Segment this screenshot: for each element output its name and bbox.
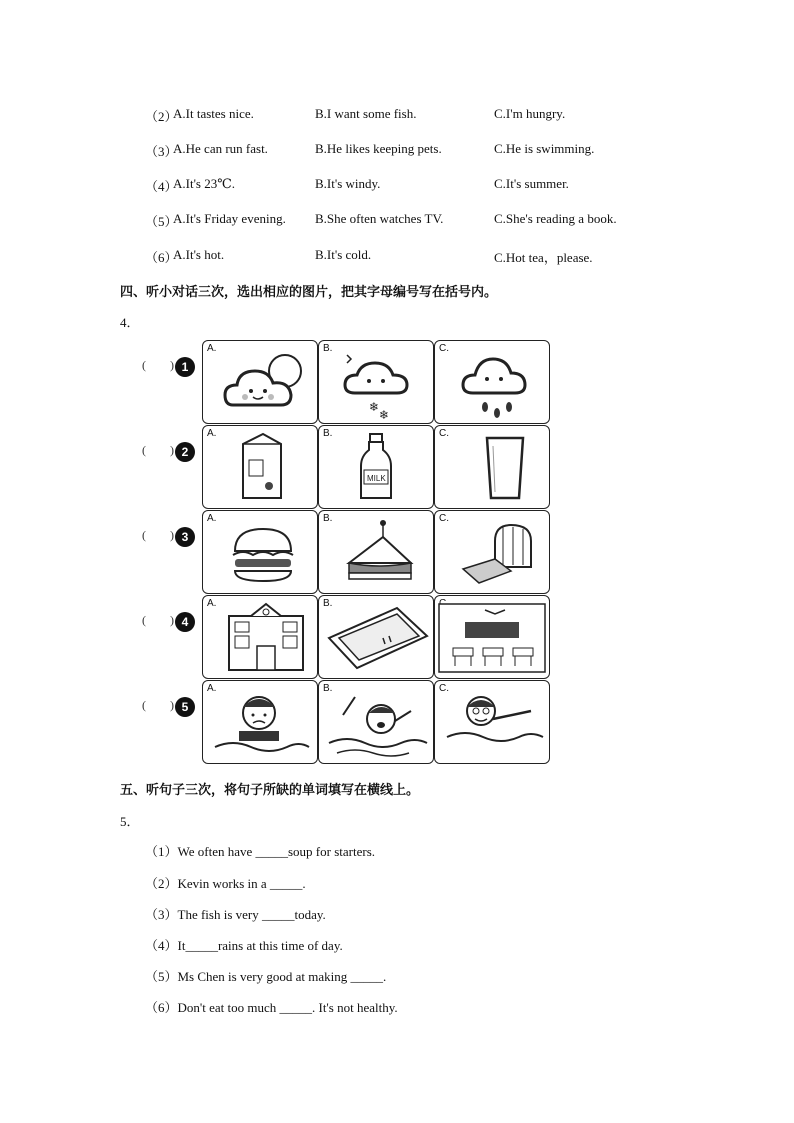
option-letter: B. [323,598,333,609]
svg-text:❄: ❄ [379,408,390,422]
option-picture-b[interactable] [318,340,434,424]
svg-text:MILK: MILK [367,474,386,483]
answer-bracket[interactable]: ( ) [142,528,174,542]
option-letter: B. [323,513,333,524]
option-picture-a[interactable] [202,510,318,594]
option-number: （4） [145,179,178,194]
option-b: B.It's windy. [315,176,381,191]
option-letter: B. [323,683,333,694]
answer-bracket[interactable]: ( ) [142,358,174,372]
option-picture-a[interactable] [202,680,318,764]
item-badge: 2 [175,442,195,462]
happy-swimmer-icon [435,681,549,763]
option-number: （5） [145,214,178,229]
answer-bracket[interactable]: ( ) [142,698,174,712]
cloud-sun-icon [203,341,317,423]
question-number: 5． [120,814,140,829]
option-a: A.It tastes nice. [173,106,254,121]
glass-icon [435,426,549,508]
option-picture-c[interactable] [434,340,550,424]
option-number: （3） [145,144,178,159]
option-b: B.It's cold. [315,247,372,262]
option-letter: C. [439,428,449,439]
item-badge: 3 [175,527,195,547]
fill-blank-sentence: （3）The fish is very _____today. [145,907,326,922]
option-picture-b[interactable] [318,680,434,764]
fill-blank-sentence: （5）Ms Chen is very good at making _____. [145,969,387,984]
sad-swimmer-icon [203,681,317,763]
sandwich-icon [319,511,433,593]
milk-carton-icon [203,426,317,508]
option-a: A.It's 23℃. [173,176,236,191]
option-a: A.It's hot. [173,247,225,262]
option-c: C.I'm hungry. [494,106,566,121]
option-picture-a[interactable] [202,340,318,424]
fill-blank-sentence: （6）Don't eat too much _____. It's not healthy. [145,1000,398,1015]
answer-bracket[interactable]: ( ) [142,613,174,627]
question-number: 4． [120,315,140,330]
option-b: B.She often watches TV. [315,211,444,226]
option-letter: A. [207,513,217,524]
option-letter: C. [439,343,449,354]
fill-blank-sentence: （1）We often have _____soup for starters. [145,844,376,859]
option-a: A.He can run fast. [173,141,268,156]
school-building-icon [203,596,317,678]
option-a: A.It's Friday evening. [173,211,286,226]
rain-cloud-icon [435,341,549,423]
classroom-icon [435,596,549,678]
option-number: （6） [145,250,178,265]
option-c: C.She's reading a book. [494,211,617,226]
svg-text:❄: ❄ [369,400,380,414]
option-picture-c[interactable] [434,425,550,509]
option-picture-c[interactable] [434,680,550,764]
answer-bracket[interactable]: ( ) [142,443,174,457]
option-letter: A. [207,598,217,609]
hamburger-icon [203,511,317,593]
option-letter: A. [207,683,217,694]
section5-heading: 五、听句子三次，将句子所缺的单词填写在横线上。 [120,783,420,798]
option-letter: A. [207,343,217,354]
option-picture-b[interactable] [318,595,434,679]
option-b: B.He likes keeping pets. [315,141,442,156]
option-letter: B. [323,428,333,439]
option-c: C.He is swimming. [494,141,595,156]
option-letter: B. [323,343,333,354]
snow-cloud-icon [319,341,433,423]
item-badge: 4 [175,612,195,632]
option-c: C.Hot tea，please. [494,250,593,265]
section4-heading: 四、听小对话三次，选出相应的图片，把其字母编号写在括号内。 [120,285,498,300]
option-letter: C. [439,683,449,694]
option-c: C.It's summer. [494,176,569,191]
swimming-pool-icon [319,596,433,678]
option-picture-c[interactable] [434,510,550,594]
fill-blank-sentence: （4）It_____rains at this time of day. [145,938,343,953]
option-b: B.I want some fish. [315,106,417,121]
option-letter: A. [207,428,217,439]
option-picture-a[interactable] [202,595,318,679]
option-picture-a[interactable] [202,425,318,509]
option-picture-b[interactable] [318,425,434,509]
option-number: （2） [145,109,178,124]
milk-bottle-icon [319,426,433,508]
option-picture-c[interactable] [434,595,550,679]
drowning-boy-icon [319,681,433,763]
fill-blank-sentence: （2）Kevin works in a _____. [145,876,306,891]
bread-icon [435,511,549,593]
option-letter: C. [439,513,449,524]
item-badge: 1 [175,357,195,377]
option-picture-b[interactable] [318,510,434,594]
item-badge: 5 [175,697,195,717]
